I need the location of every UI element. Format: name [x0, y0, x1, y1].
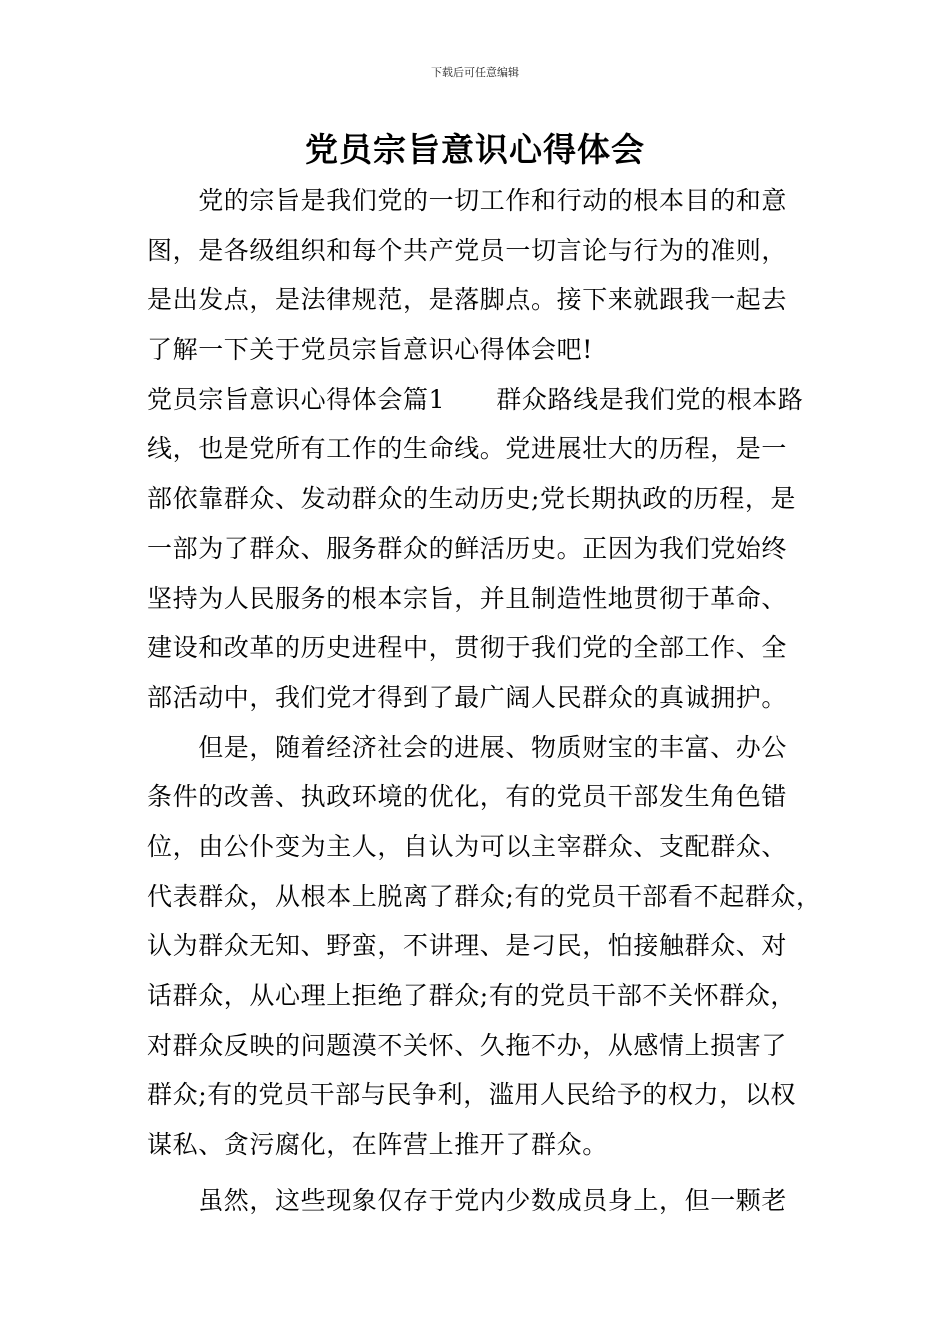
text-line: 条件的改善、执政环境的优化，有的党员干部发生角色错 — [147, 782, 788, 812]
text-line: 群众;有的党员干部与民争利，滥用人民给予的权力，以权 — [147, 1080, 797, 1110]
text-line: 党的宗旨是我们党的一切工作和行动的根本目的和意 — [147, 186, 788, 215]
text-line: 部依靠群众、发动群众的生动历史;党长期执政的历程，是 — [147, 484, 797, 514]
text-line: 建设和改革的历史进程中，贯彻于我们党的全部工作、全 — [147, 633, 788, 663]
text-line: 一部为了群众、服务群众的鲜活历史。正因为我们党始终 — [147, 533, 788, 563]
header-note: 下载后可任意编辑 — [431, 66, 519, 79]
text-line: 位，由公仆变为主人，自认为可以主宰群众、支配群众、 — [147, 831, 788, 861]
text-line: 代表群众，从根本上脱离了群众;有的党员干部看不起群众， — [147, 881, 822, 911]
text-line: 对群众反映的问题漠不关怀、久拖不办，从感情上损害了 — [147, 1030, 788, 1060]
document-body — [147, 176, 823, 1225]
text-line: 了解一下关于党员宗旨意识心得体会吧! — [147, 335, 593, 365]
text-line: 谋私、贪污腐化，在阵营上推开了群众。 — [147, 1130, 608, 1160]
text-line: 虽然，这些现象仅存于党内少数成员身上，但一颗老 — [147, 1185, 788, 1215]
text-line: 但是，随着经济社会的进展、物质财宝的丰富、办公 — [147, 732, 788, 762]
text-line: 部活动中，我们党才得到了最广阔人民群众的真诚拥护。 — [147, 682, 788, 712]
text-line: 是出发点，是法律规范，是落脚点。接下来就跟我一起去 — [147, 285, 788, 315]
document-title: 党员宗旨意识心得体会 — [305, 130, 645, 169]
text-line: 坚持为人民服务的根本宗旨，并且制造性地贯彻于革命、 — [147, 583, 788, 613]
text-line: 图，是各级组织和每个共产党员一切言论与行为的准则， — [147, 235, 788, 265]
text-line: 认为群众无知、野蛮，不讲理、是刁民，怕接触群众、对 — [147, 931, 788, 961]
section-heading-line: 党员宗旨意识心得体会篇1 群众路线是我们党的根本路 — [147, 384, 804, 414]
text-line: 话群众，从心理上拒绝了群众;有的党员干部不关怀群众， — [147, 981, 797, 1010]
text-line: 线，也是党所有工作的生命线。党进展壮大的历程，是一 — [147, 434, 788, 464]
